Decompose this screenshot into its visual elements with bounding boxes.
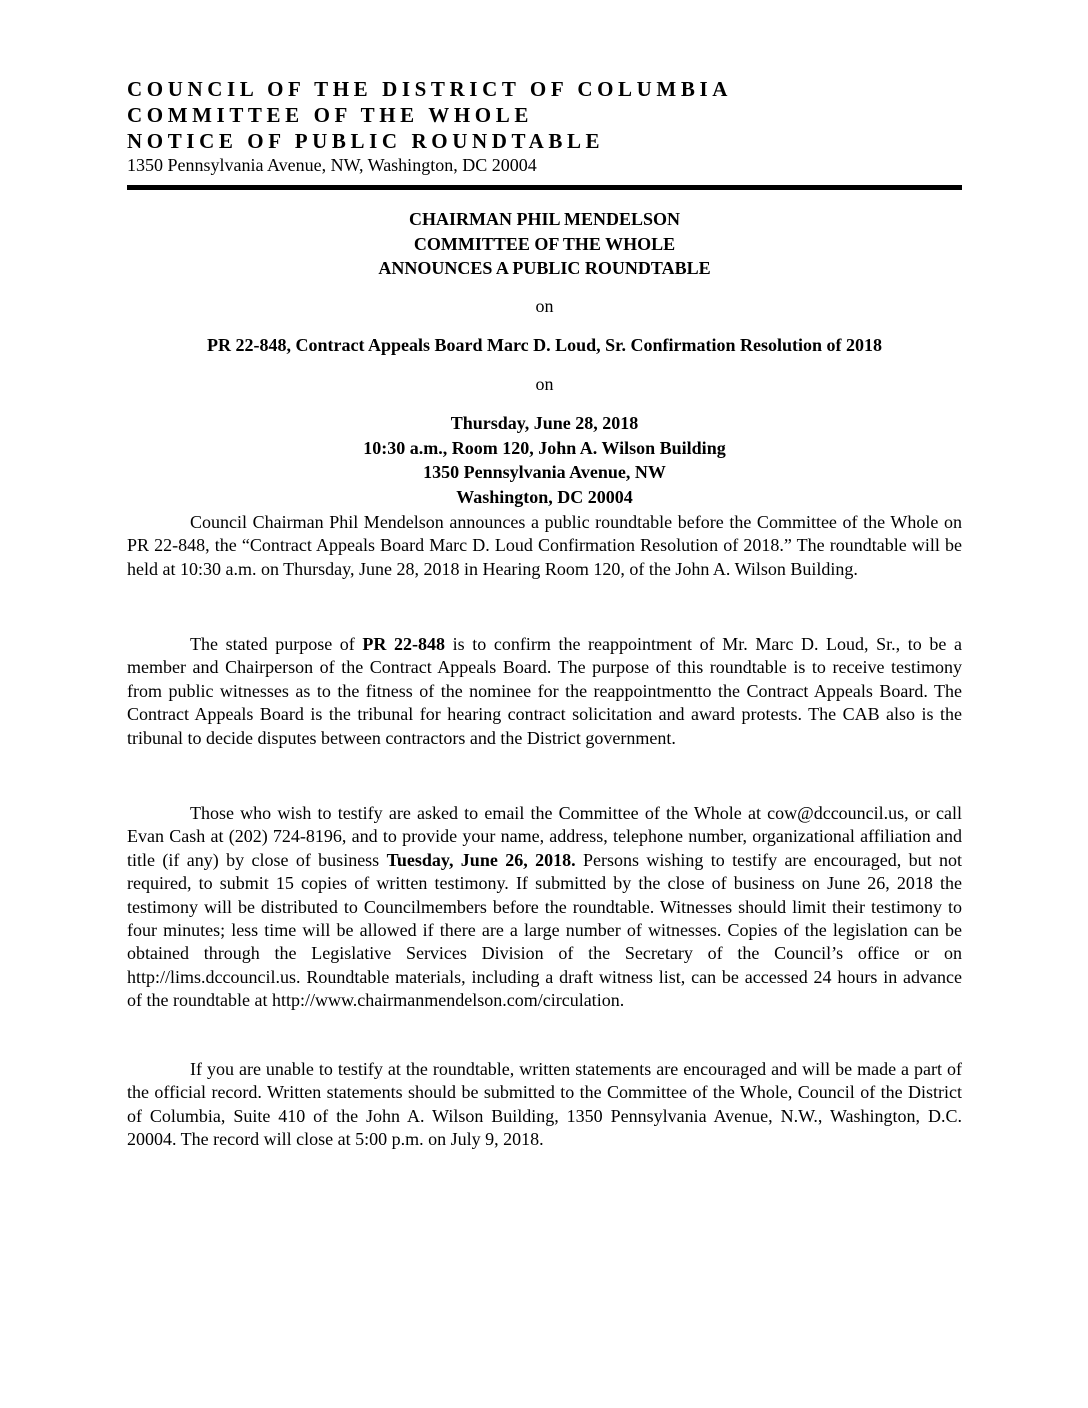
announcement-chairman: CHAIRMAN PHIL MENDELSON — [408, 209, 681, 229]
letterhead-notice: NOTICE OF PUBLIC ROUNDTABLE — [127, 129, 605, 153]
paragraph-written-statements — [127, 1058, 962, 1152]
paragraph-3-text — [127, 802, 962, 1013]
announcement-city: Washington, DC 20004 — [456, 486, 633, 507]
paragraph-announcement — [127, 511, 962, 581]
paragraph-2-text — [127, 633, 962, 750]
letterhead — [127, 76, 967, 176]
announcement-on-1: on — [535, 295, 554, 316]
paragraph-3-pre: Those who wish to testify are asked to email the Committee of the Whole at cow@dccouncil.us, or call Evan Cash at (202) 724-8196, and to provide your name, address, telephone number, organizational affiliation and title (if any) by close of business — [127, 803, 962, 870]
letterhead-council: COUNCIL OF THE DISTRICT OF COLUMBIA — [127, 77, 732, 101]
paragraph-2-pre: The stated purpose of — [190, 634, 363, 654]
paragraph-3-bold: Tuesday, June 26, 2018. — [386, 849, 576, 870]
announcement-committee: COMMITTEE OF THE WHOLE — [413, 233, 676, 254]
paragraph-2-post: is to confirm the reappointment of Mr. Marc D. Loud, Sr., to be a member and Chairperson of the Contract Appeals Board. The purpose of this roundtable is to receive testimony from public witnesses as to the fitness of the nominee for the reappointmentto the Contract Appeals Board. The Contract Appeals Board is the tribunal for hearing contract solicitation and award protests. The CAB also is the tribunal to decide disputes between contractors and the District government. — [127, 634, 962, 748]
announcement-time-place: 10:30 a.m., Room 120, John A. Wilson Building — [363, 437, 726, 458]
announcement-title: PR 22-848, Contract Appeals Board Marc D. Loud, Sr. Confirmation Resolution of 2018 — [206, 334, 882, 355]
announcement-when-where — [127, 411, 962, 509]
announcement-date: Thursday, June 28, 2018 — [450, 413, 639, 433]
announcement-street: 1350 Pennsylvania Avenue, NW — [423, 462, 666, 482]
paragraph-1-text: Council Chairman Phil Mendelson announces a public roundtable before the Committee of the Whole on PR 22-848, the “Contract Appeals Board Marc D. Loud Confirmation Resolution of 2018.” The roundtable will be held at 10:30 a.m. on Thursday, June 28, 2018 in Hearing Room 120, of the John A. Wilson Building. — [127, 512, 962, 579]
letterhead-committee: COMMITTEE OF THE WHOLE — [127, 103, 533, 127]
header-divider — [127, 185, 962, 190]
paragraph-testify — [127, 802, 962, 1013]
paragraph-purpose — [127, 633, 962, 750]
announcement-on-2: on — [535, 374, 554, 394]
paragraph-4-text: If you are unable to testify at the roundtable, written statements are encouraged and will be made a part of the official record. Written statements should be submitted to the Committee of the Whole, Council of the District of Columbia, Suite 410 of the John A. Wilson Building, 1350 Pennsylvania Avenue, N.W., Washington, D.C. 20004. The record will close at 5:00 p.m. on July 9, 2018. — [127, 1059, 962, 1150]
announcement-announces: ANNOUNCES A PUBLIC ROUNDTABLE — [378, 258, 711, 278]
letterhead-address: 1350 Pennsylvania Avenue, NW, Washington, DC 20004 — [127, 155, 537, 175]
paragraph-2-bold: PR 22-848 — [362, 634, 446, 654]
announcement-block — [127, 207, 962, 509]
paragraph-3-post: Persons wishing to testify are encouraged, but not required, to submit 15 copies of written testimony. If submitted by the close of business on June 26, 2018 the testimony will be distributed to Councilmembers before the roundtable. Witnesses should limit their testimony to four minutes; less time will be allowed if there are a large number of witnesses. Copies of the legislation can be obtained through the Legislative Services Division of the Secretary of the Council’s office or on http://lims.dccouncil.us. Roundtable materials, including a draft witness list, can be accessed 24 hours in advance of the roundtable at http://www.chairmanmendelson.com/circulation. — [127, 849, 962, 1011]
